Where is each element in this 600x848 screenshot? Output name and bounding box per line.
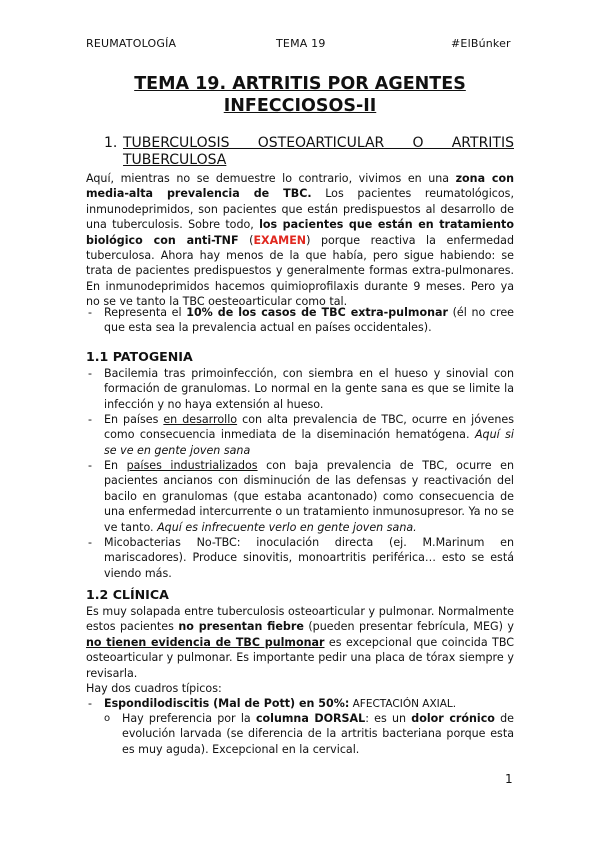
bullet-underlined: países industrializados <box>126 459 258 472</box>
header-right: #ElBúnker <box>451 37 511 50</box>
pott-bold: Espondilodiscitis (Mal de Pott) en 50%: <box>104 697 350 710</box>
intro-text: ( <box>238 233 254 247</box>
bullet-dash: - <box>88 306 93 319</box>
bullet-italic-note: Aquí si se ve en gente joven sana <box>104 428 514 457</box>
bullet-text-part: (él no cree que esta sea la prevalencia actual en países occidentales). <box>104 306 514 335</box>
bullet-text-part: En países <box>104 413 164 426</box>
sub-text: : es un <box>365 712 412 725</box>
clinica-two-cuadros: Hay dos cuadros típicos: <box>86 682 222 695</box>
intro-bold-anti-tnf: los pacientes que están en tratamiento biológico con anti-TNF <box>86 218 514 247</box>
sub-text: Hay preferencia por la <box>122 712 256 725</box>
bullet-text <box>104 696 514 712</box>
bullet-text <box>104 458 514 535</box>
clinica-bold-no-fiebre: no presentan fiebre <box>178 620 304 634</box>
bullet-text: Bacilemia tras primoinfección, con siembra en el hueso y sinovial con formación de granulomas. Lo normal en la gente sana es que se limite la infección y no haya extensión al hueso. <box>104 367 514 411</box>
bullet-underlined: en desarrollo <box>163 413 238 426</box>
bullet-dash: - <box>88 413 93 426</box>
clinica-bold-underlined: no tienen evidencia de TBC pulmonar <box>86 635 325 649</box>
bullet-dash: - <box>88 367 93 380</box>
patogenia-heading: 1.1 PATOGENIA <box>86 349 193 364</box>
intro-bold-prevalence: zona con media-alta prevalencia de TBC. <box>86 172 515 201</box>
title-line-2: INFECCIOSOS-II <box>223 96 377 116</box>
intro-text: Aquí, mientras no se demuestre lo contrario, vivimos en una <box>86 172 456 185</box>
clinica-text: (pueden presentar febrícula, MEG) y <box>303 620 514 634</box>
exam-tag: EXAMEN <box>253 233 307 247</box>
bullet-text: Micobacterias No-TBC: inoculación directa (ej. M.Marinum en mariscadores). Produce sinovitis, monoartritis periférica… esto se está viendo más. <box>104 536 514 580</box>
clinica-text: es excepcional que coincida TBC osteoarticular y pulmonar. Es importante pedir una placa de tórax siempre y revisarla. <box>86 635 514 680</box>
clinica-text: Es muy solapada entre tuberculosis osteoarticular y pulmonar. Normalmente estos pacientes <box>86 605 514 634</box>
sub-bold-dolor: dolor crónico <box>411 712 495 725</box>
header-center: TEMA 19 <box>276 37 326 50</box>
intro-text: ) porque reactiva la enfermedad tuberculosa. Ahora hay menos de la que había, pero sigue habiendo: se trata de pacientes predispuestos y generalmente formas extra-pulmonares. En inmunodeprimidos hacemos quimioprofilaxis durante 9 meses. Pero ya no se ve tanto la TBC oesteoarticular como tal. <box>86 233 514 309</box>
bullet-dash: - <box>88 536 93 549</box>
bullet-text <box>104 305 514 336</box>
sub-text: de evolución larvada (se diferencia de la artritis bacteriana porque esta es muy aguda). Excepcional en la cervical. <box>122 712 514 756</box>
page-number: 1 <box>505 772 513 786</box>
bullet-text <box>104 412 514 458</box>
bullet-italic-note: Aquí es infrecuente verlo en gente joven sana. <box>157 520 417 534</box>
pott-text: AFECTACIÓN AXIAL. <box>349 698 457 710</box>
bullet-dash: - <box>88 697 93 710</box>
title-line-1: TEMA 19. ARTRITIS POR AGENTES <box>134 74 466 94</box>
intro-paragraph <box>86 171 514 310</box>
clinica-heading: 1.2 CLÍNICA <box>86 587 169 602</box>
document-title <box>85 73 515 117</box>
bullet-text-part: Representa el <box>104 306 187 319</box>
section-1-title: TUBERCULOSIS OSTEOARTICULAR O ARTRITIS TUBERCULOSA <box>123 135 514 168</box>
bullet-dash: - <box>88 459 93 472</box>
circle-bullet-icon: o <box>104 713 111 724</box>
clinica-paragraph <box>86 604 514 681</box>
bullet-text-part: con alta prevalencia de TBC, ocurre en jóvenes como consecuencia inmediata de la diseminación hematógena. <box>104 413 515 442</box>
section-1-number: 1. <box>104 135 118 151</box>
intro-text: Los pacientes reumatológicos, inmunodeprimidos, son pacientes que están predispuestos al desarrollo de una tuberculosis. Sobre todo, <box>86 187 514 232</box>
header-left: REUMATOLOGÍA <box>86 37 177 50</box>
sub-bold-dorsal: columna DORSAL <box>255 712 366 725</box>
sub-bullet-text <box>122 711 514 757</box>
bullet-bold: 10% de los casos de TBC extra-pulmonar <box>186 306 448 319</box>
bullet-text-part: con baja prevalencia de TBC, ocurre en pacientes ancianos con disminución de las defensas y reactivación del bacilo en granulomas (que estaba acantonado) como consecuencia de una enfermedad intercurrente o un tratamiento inmunosupresor. Ya no se ve tanto. <box>104 459 514 534</box>
bullet-text-part: En <box>104 459 127 472</box>
